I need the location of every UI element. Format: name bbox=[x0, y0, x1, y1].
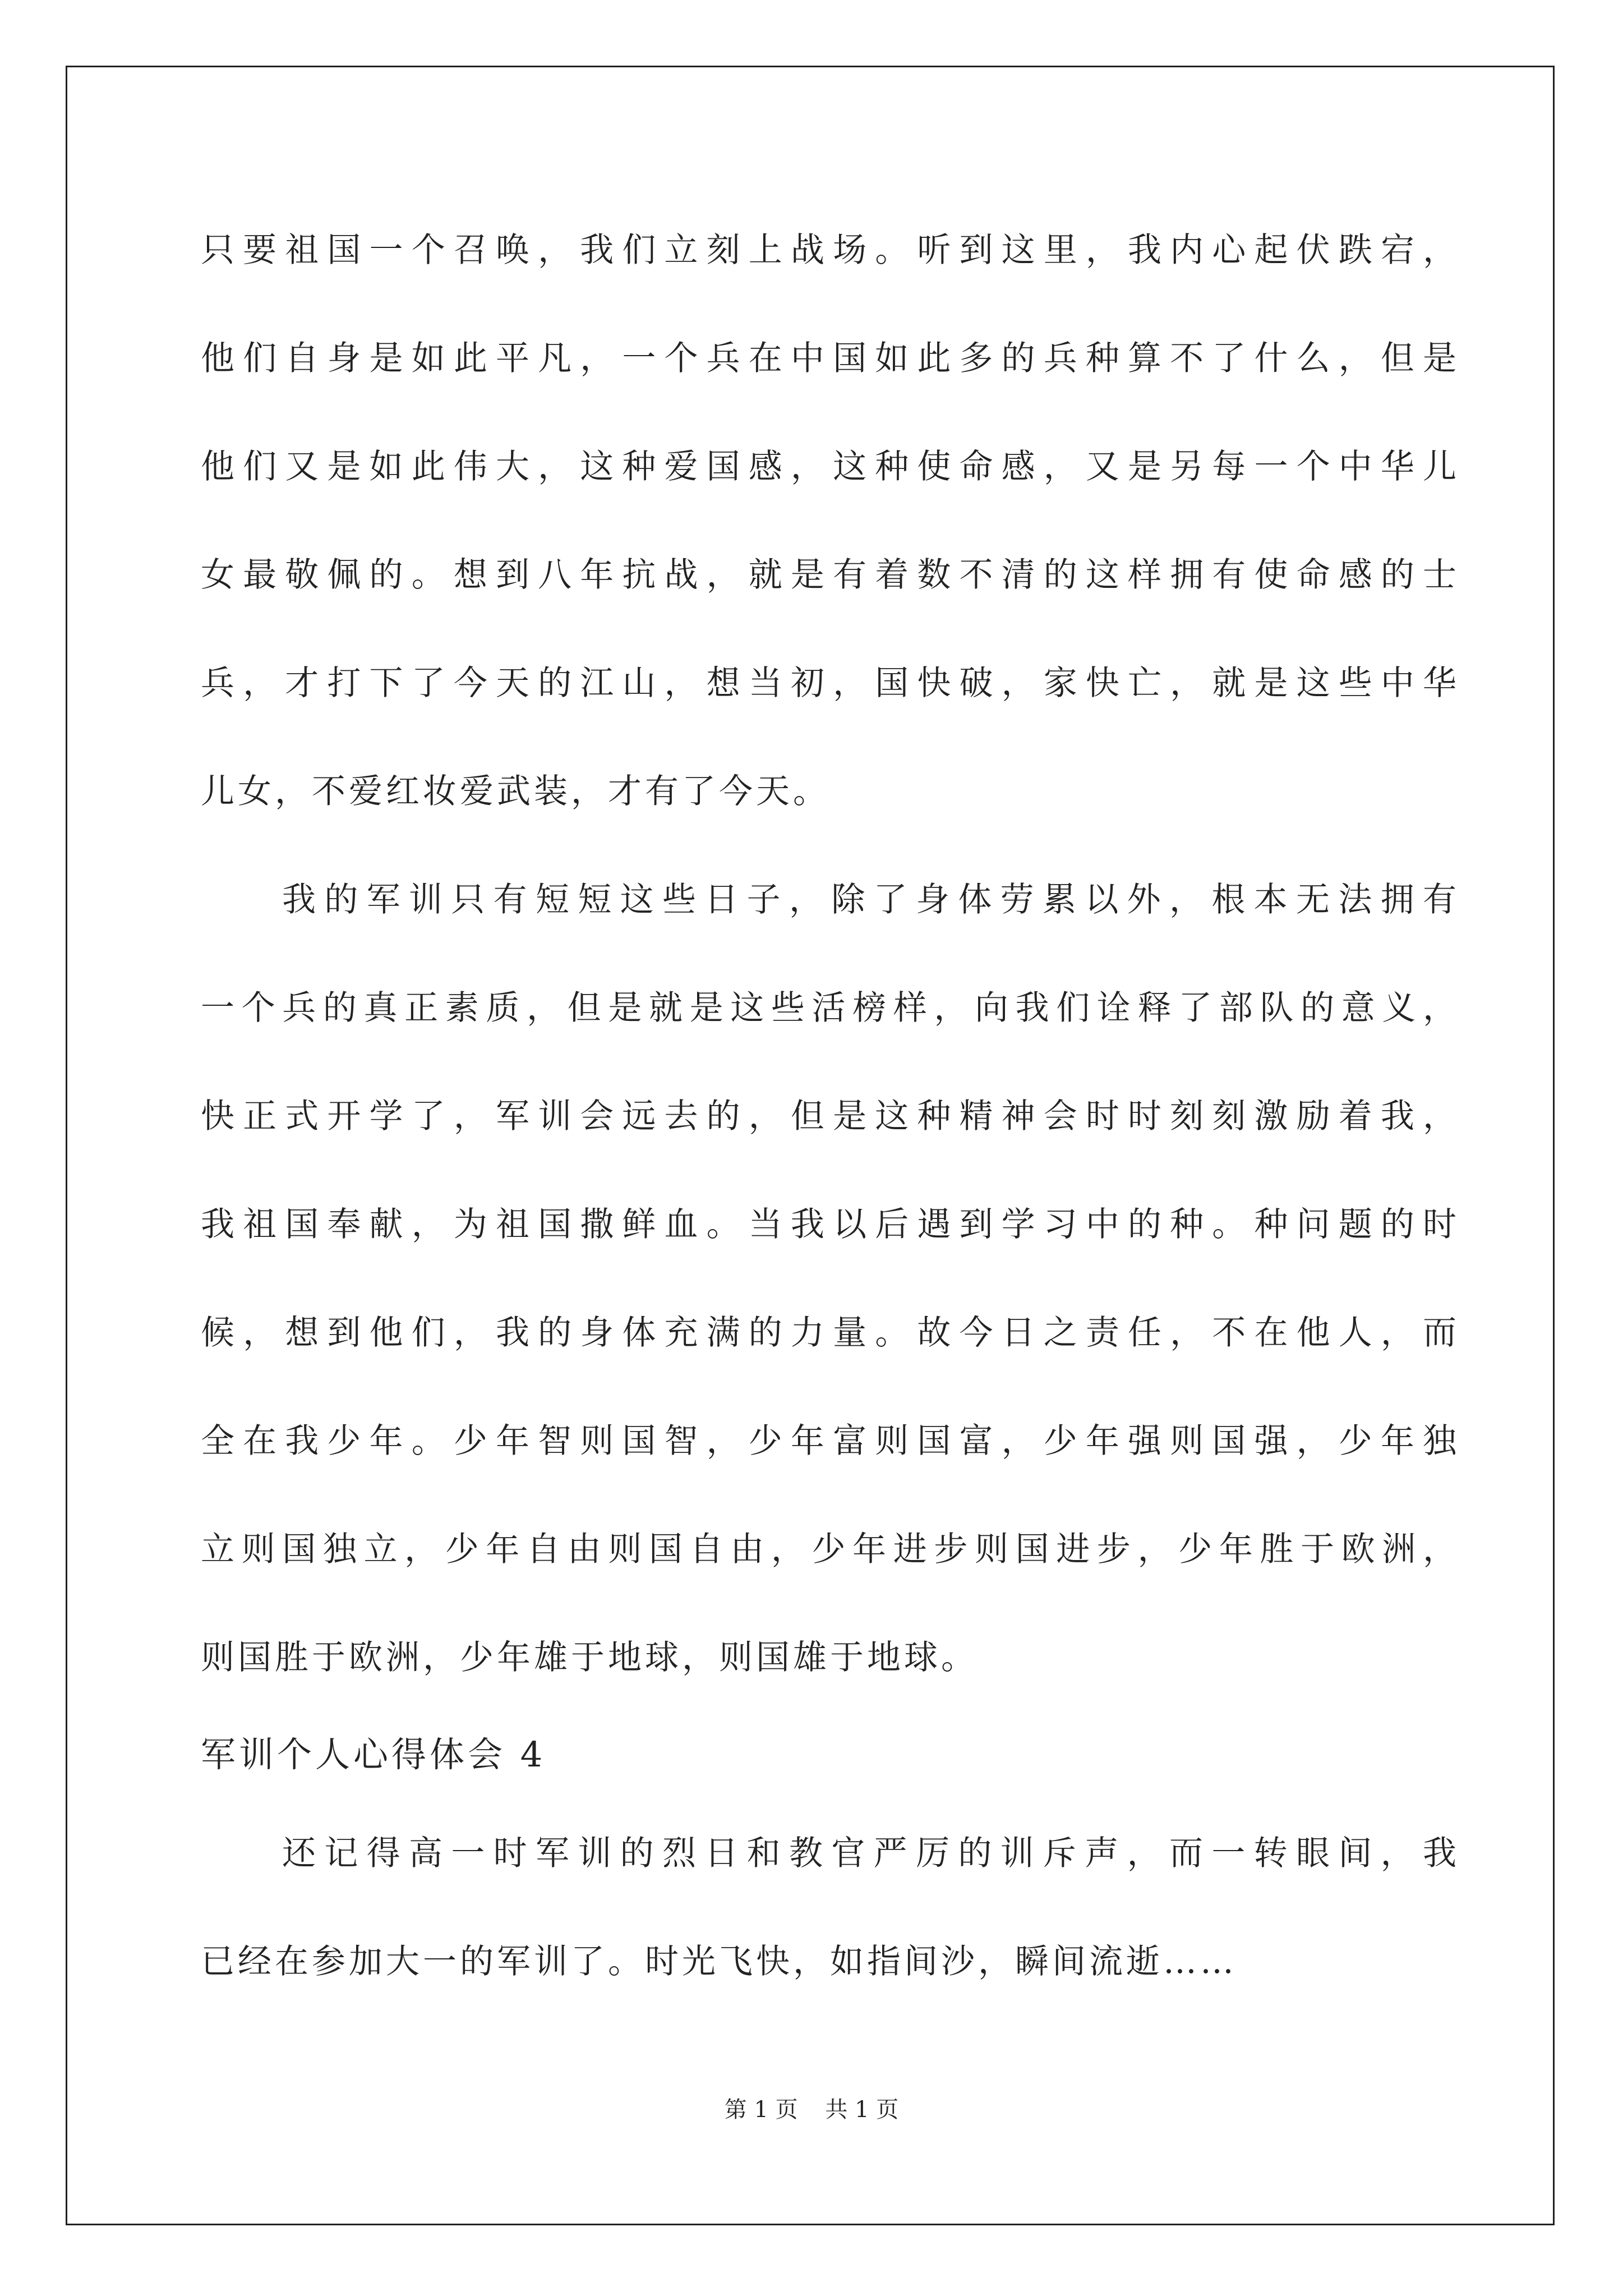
text-line: 女最敬佩的。想到八年抗战，就是有着数不清的这样拥有使命感的士 bbox=[201, 555, 1457, 595]
text-line: 一个兵的真正素质，但是就是这些活榜样，向我们诠释了部队的意义， bbox=[201, 988, 1457, 1028]
text-line: 他们又是如此伟大，这种爱国感，这种使命感，又是另每一个中华儿 bbox=[201, 447, 1457, 486]
text-line: 兵，才打下了今天的江山，想当初，国快破，家快亡，就是这些中华 bbox=[201, 664, 1457, 703]
text-line: 候，想到他们，我的身体充满的力量。故今日之责任，不在他人，而 bbox=[201, 1313, 1457, 1352]
text-line: 只要祖国一个召唤，我们立刻上战场。听到这里，我内心起伏跌宕， bbox=[201, 231, 1457, 270]
text-line: 全在我少年。少年智则国智，少年富则国富，少年强则国强，少年独 bbox=[201, 1421, 1457, 1461]
text-line: 儿女，不爱红妆爱武装，才有了今天。 bbox=[201, 772, 830, 811]
text-line: 立则国独立，少年自由则国自由，少年进步则国进步，少年胜于欧洲， bbox=[201, 1530, 1457, 1569]
paragraph-first-line: 还记得高一时军训的烈日和教官严厉的训斥声，而一转眼间，我 bbox=[282, 1834, 1457, 1873]
section-heading: 军训个人心得体会 4 bbox=[201, 1734, 546, 1775]
page-footer bbox=[0, 2093, 1623, 2127]
text-line: 则国胜于欧洲，少年雄于地球，则国雄于地球。 bbox=[201, 1638, 978, 1677]
text-line: 已经在参加大一的军训了。时光飞快，如指间沙，瞬间流逝…… bbox=[201, 1942, 1237, 1981]
paragraph-first-line: 我的军训只有短短这些日子，除了身体劳累以外，根本无法拥有 bbox=[282, 880, 1457, 919]
text-line: 快正式开学了，军训会远去的，但是这种精神会时时刻刻激励着我， bbox=[201, 1097, 1457, 1136]
text-line: 他们自身是如此平凡，一个兵在中国如此多的兵种算不了什么，但是 bbox=[201, 339, 1457, 378]
page-number: 第 1 页 bbox=[724, 2097, 798, 2123]
text-line: 我祖国奉献，为祖国撒鲜血。当我以后遇到学习中的种。种问题的时 bbox=[201, 1205, 1457, 1244]
page-total: 共 1 页 bbox=[825, 2097, 899, 2123]
